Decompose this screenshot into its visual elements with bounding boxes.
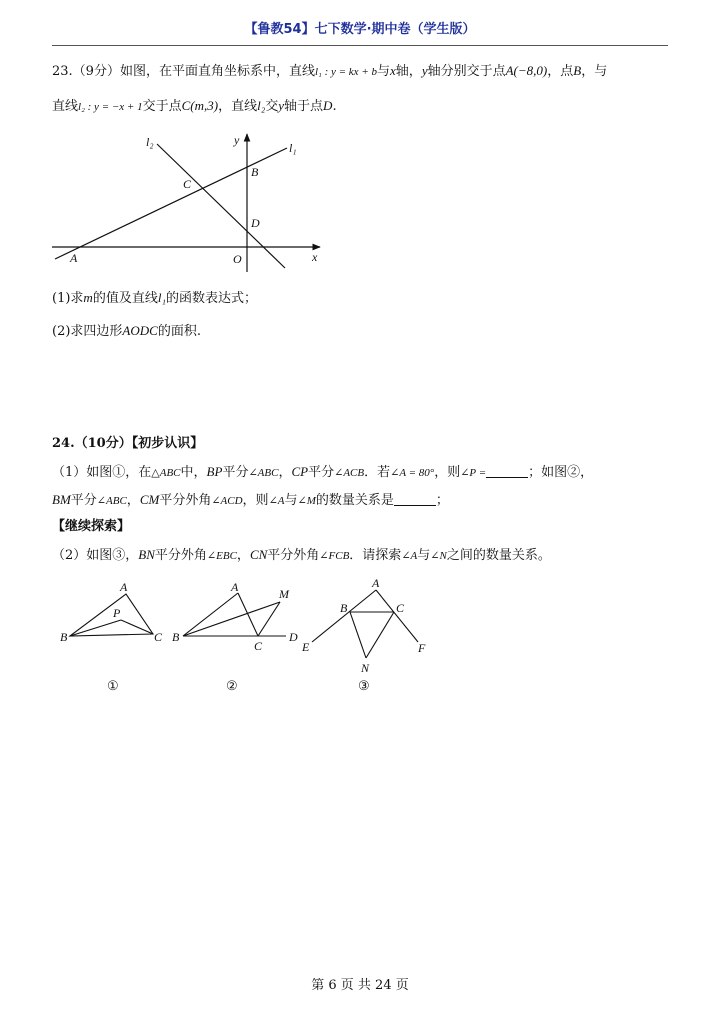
text: ，点 — [547, 64, 574, 79]
q24-explore-heading: 【继续探索】 — [52, 519, 131, 534]
seg-cm: CM — [139, 492, 160, 507]
angle-a: ∠A — [401, 550, 418, 562]
quad-aodc: AODC — [122, 323, 158, 338]
x-axis-label: x — [390, 63, 396, 78]
fig2-caption: ② — [226, 678, 238, 693]
fig1-label-A: A — [120, 580, 128, 594]
text: 交于点 — [142, 99, 182, 114]
text: 交 — [265, 99, 279, 114]
page-header: 【鲁教54】七下数学·期中卷（学生版） — [244, 22, 476, 37]
segment-cm — [258, 602, 280, 636]
text: 平分外角 — [159, 493, 212, 508]
text: ， — [278, 465, 292, 480]
l2-ref: l₂ — [257, 98, 266, 113]
fig3-label-C: C — [396, 601, 405, 615]
l1-ref: l₁ — [157, 290, 166, 305]
label-A: A — [70, 251, 78, 265]
angle-m: ∠M — [297, 495, 316, 507]
text: 平分外角 — [154, 548, 207, 563]
label-C: C — [183, 177, 192, 191]
y-axis-label: y — [278, 98, 285, 113]
triangle-abc: △ABC — [151, 467, 181, 479]
text: 中， — [180, 465, 207, 480]
point-b: B — [573, 63, 582, 78]
y-axis-label: y — [421, 63, 428, 78]
fig1-label-P: P — [113, 606, 121, 620]
triangle-abc — [70, 594, 153, 636]
figure-2 — [172, 580, 298, 693]
angle-abc: ∠ABC — [248, 467, 279, 479]
fig3-caption: ③ — [358, 678, 370, 693]
fig2-label-M: M — [279, 587, 289, 601]
text: （1）如图①，在 — [52, 465, 152, 480]
fig3-label-A: A — [372, 576, 380, 590]
text: ．若 — [364, 465, 391, 480]
label-l1: l₁ — [289, 141, 297, 155]
text: 直线 — [52, 99, 79, 114]
fig1-label-B: B — [60, 630, 68, 644]
angle-acd: ∠ACD — [211, 495, 243, 507]
label-x: x — [312, 250, 318, 264]
label-y: y — [234, 133, 240, 147]
fig3-label-E: E — [302, 640, 310, 654]
label-D: D — [251, 216, 260, 230]
text: ．请探索 — [349, 548, 402, 563]
segment-bn — [350, 612, 366, 658]
text: 平分 — [70, 493, 97, 508]
text: 与 — [417, 548, 431, 563]
fig2-label-D: D — [289, 630, 298, 644]
text: 轴， — [395, 64, 422, 79]
seg-bp: BP — [206, 464, 223, 479]
angle-a: ∠A — [268, 495, 285, 507]
segment-ba — [183, 593, 238, 636]
angle-fcb: ∠FCB — [319, 550, 350, 562]
text: 平分 — [222, 465, 249, 480]
text: (1)求 — [52, 291, 84, 306]
text: 之间的数量关系。 — [446, 548, 551, 563]
fig1-caption: ① — [107, 678, 119, 693]
segment-ab-extended — [312, 590, 376, 642]
text: （2）如图③， — [52, 548, 139, 563]
fig2-label-C: C — [254, 639, 263, 653]
text: ；如图②， — [528, 465, 594, 480]
l1-definition: l₁ : y = kx + b — [314, 66, 377, 78]
text: . — [332, 99, 337, 114]
text: (2)求四边形 — [52, 324, 123, 339]
text: 平分外角 — [267, 548, 320, 563]
text: ； — [435, 493, 449, 508]
point-a: A(−8,0) — [505, 63, 548, 78]
angle-ebc: ∠EBC — [206, 550, 237, 562]
fig2-label-A: A — [231, 580, 239, 594]
figure-1 — [60, 580, 163, 693]
label-l2: l₂ — [146, 135, 154, 149]
var-m: m — [83, 290, 93, 305]
text: ，则 — [242, 493, 269, 508]
label-B: B — [251, 165, 259, 179]
text: 平分 — [308, 465, 335, 480]
text: 与 — [377, 64, 391, 79]
point-c: C(m,3) — [181, 98, 219, 113]
seg-cn: CN — [249, 547, 268, 562]
segment-cn — [366, 612, 394, 658]
seg-cp: CP — [291, 464, 309, 479]
angle-n: ∠N — [430, 550, 447, 562]
angle-a-value: ∠A = 80° — [390, 467, 435, 479]
text: ， — [126, 493, 140, 508]
figure-3 — [301, 576, 426, 693]
text: 轴分别交于点 — [427, 64, 506, 79]
l2-definition: l₂ : y = −x + 1 — [78, 101, 143, 113]
segment-ac — [238, 593, 258, 636]
q24-title: 24.（10分）【初步认识】 — [52, 436, 204, 451]
point-d: D — [323, 98, 333, 113]
text: ，则 — [434, 465, 461, 480]
text: 轴于点 — [284, 99, 324, 114]
label-O: O — [233, 252, 242, 266]
fig3-label-N: N — [361, 661, 370, 675]
angle-p: ∠P = — [460, 467, 487, 479]
text: ，与 — [581, 64, 608, 79]
text: 的值及直线 — [92, 291, 158, 306]
segment-bp — [70, 620, 121, 636]
segment-ac-extended — [376, 590, 418, 642]
text: 的数量关系是 — [315, 493, 394, 508]
text: 与 — [284, 493, 298, 508]
page-footer: 第 6 页 共 24 页 — [311, 978, 409, 993]
text: ， — [236, 548, 250, 563]
text: 的函数表达式； — [165, 291, 257, 306]
fig1-label-C: C — [154, 630, 163, 644]
angle-abc: ∠ABC — [96, 495, 127, 507]
segment-bm — [183, 602, 280, 636]
seg-bn: BN — [138, 547, 155, 562]
angle-acb: ∠ACB — [334, 467, 365, 479]
text: ，直线 — [218, 99, 258, 114]
fig2-label-B: B — [172, 630, 180, 644]
text: 的面积. — [157, 324, 201, 339]
seg-bm: BM — [52, 492, 71, 507]
q23-prefix: 23.（9分）如图，在平面直角坐标系中，直线 — [52, 64, 315, 79]
fig3-label-B: B — [340, 601, 348, 615]
fig3-label-F: F — [418, 641, 426, 655]
